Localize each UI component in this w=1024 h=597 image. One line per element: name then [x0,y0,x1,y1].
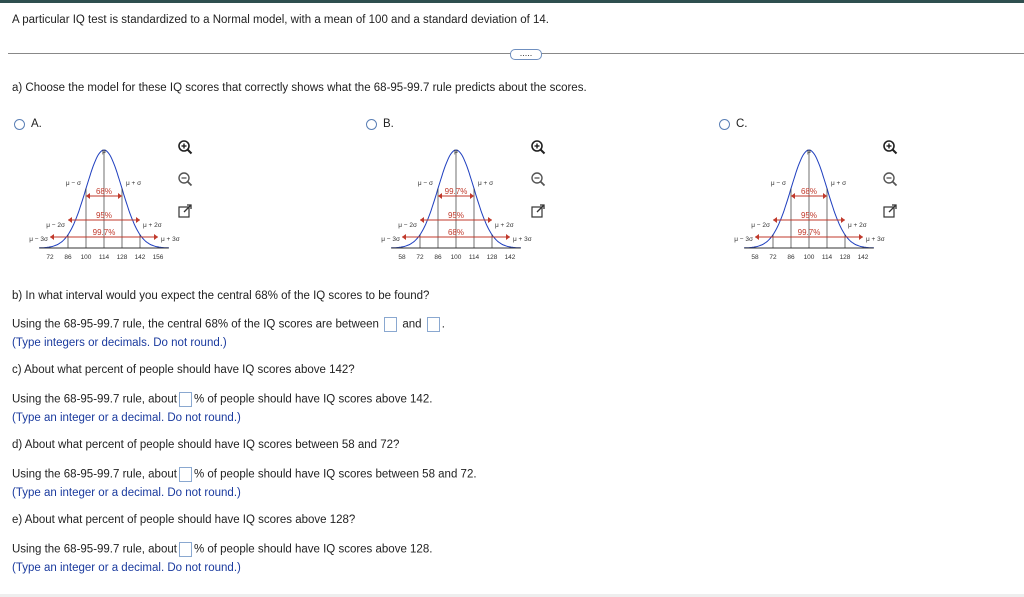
sigma-label: μ [454,148,458,155]
tick-label: 100 [80,254,92,261]
zoom-in-icon[interactable] [882,139,898,155]
arrowhead [470,193,474,199]
zoom-out-icon[interactable] [177,171,193,187]
open-external-icon[interactable] [882,203,898,219]
interval-percent-label: 68% [800,187,818,196]
part-d-sentence-start: Using the 68-95-99.7 rule, about [12,468,177,481]
zoom-in-icon[interactable] [177,139,193,155]
part-c-percent-input[interactable] [179,392,192,407]
interval-percent-label: 99.7% [797,228,821,237]
interval-percent-label: 95% [800,211,818,220]
zoom-in-icon[interactable] [530,139,546,155]
tick-label: 100 [803,254,815,261]
sigma-label: μ + 3σ [161,236,180,243]
tick-label: 114 [98,254,110,261]
interval-percent-label: 99.7% [92,228,116,237]
part-d-percent-input[interactable] [179,467,192,482]
zoom-out-icon[interactable] [530,171,546,187]
sigma-label: μ + 3σ [513,236,532,243]
sigma-label: μ − 2σ [751,222,770,229]
sigma-label: μ − σ [65,180,81,187]
sigma-label: μ + σ [126,180,142,187]
part-b-hint: (Type integers or decimals. Do not round.) [12,337,227,349]
option-a-label[interactable]: A. [31,118,42,130]
option-a-chart [28,138,188,268]
arrowhead [859,234,863,240]
part-e-sentence-end: % of people should have IQ scores above 128. [193,543,433,556]
tick-label: 128 [486,254,498,261]
part-d-hint: (Type an integer or a decimal. Do not round.) [12,487,241,499]
sigma-label: μ − 3σ [29,236,48,243]
part-d-sentence-end: % of people should have IQ scores between 58 and 72. [193,468,477,481]
tick-label: 100 [450,254,462,261]
arrowhead [402,234,406,240]
top-accent-bar [0,0,1024,3]
zoom-out-icon[interactable] [882,171,898,187]
option-b-chart [380,138,540,268]
part-d-sentence [12,467,477,482]
tick-label: 86 [434,254,442,261]
arrowhead [506,234,510,240]
arrowhead [420,217,424,223]
open-external-icon[interactable] [177,203,193,219]
arrowhead [118,193,122,199]
option-b-radio[interactable] [366,119,377,130]
tick-label: 142 [504,254,516,261]
tick-label: 114 [821,254,833,261]
sigma-label: μ + σ [478,180,494,187]
part-b-end: . [441,318,445,331]
sigma-label: μ − σ [770,180,786,187]
sigma-label: μ + 2σ [848,222,867,229]
sigma-label: μ − 3σ [381,236,400,243]
interval-percent-label: 68% [447,228,465,237]
tick-label: 58 [751,254,759,261]
part-b-and: and [402,318,422,331]
option-c-chart [733,138,893,268]
part-e-prompt: e) About what percent of people should have IQ scores above 128? [12,514,356,526]
arrowhead [50,234,54,240]
interval-percent-label: 95% [447,211,465,220]
tick-label: 114 [468,254,480,261]
sigma-label: μ + σ [831,180,847,187]
part-b-sentence [12,317,445,332]
more-button[interactable]: ..... [510,49,542,60]
sigma-label: μ [102,148,106,155]
sigma-label: μ + 2σ [143,222,162,229]
part-e-sentence [12,542,432,557]
part-c-sentence [12,392,432,407]
interval-percent-label: 95% [95,211,113,220]
tick-label: 72 [416,254,424,261]
sigma-label: μ − 2σ [398,222,417,229]
part-b-upper-input[interactable] [427,317,440,332]
part-c-prompt: c) About what percent of people should have IQ scores above 142? [12,364,355,376]
arrowhead [154,234,158,240]
part-a-prompt: a) Choose the model for these IQ scores that correctly shows what the 68-95-99.7 rule predicts about the scores. [12,82,587,94]
part-b-lower-input[interactable] [384,317,397,332]
interval-percent-label: 99.7% [444,187,468,196]
question-intro: A particular IQ test is standardized to a Normal model, with a mean of 100 and a standard deviation of 14. [12,14,549,26]
tick-label: 142 [134,254,146,261]
arrowhead [823,193,827,199]
tick-label: 86 [787,254,795,261]
sigma-label: μ − 2σ [46,222,65,229]
option-a-radio[interactable] [14,119,25,130]
tick-label: 58 [398,254,406,261]
tick-label: 86 [64,254,72,261]
part-e-percent-input[interactable] [179,542,192,557]
option-c-label[interactable]: C. [736,118,748,130]
option-c-radio[interactable] [719,119,730,130]
part-b-prompt: b) In what interval would you expect the central 68% of the IQ scores to be found? [12,290,430,302]
arrowhead [86,193,90,199]
tick-label: 128 [839,254,851,261]
part-c-sentence-end: % of people should have IQ scores above 142. [193,393,433,406]
part-e-hint: (Type an integer or a decimal. Do not round.) [12,562,241,574]
open-external-icon[interactable] [530,203,546,219]
sigma-label: μ − 3σ [734,236,753,243]
arrowhead [488,217,492,223]
arrowhead [773,217,777,223]
part-c-sentence-start: Using the 68-95-99.7 rule, about [12,393,177,406]
sigma-label: μ + 2σ [495,222,514,229]
arrowhead [438,193,442,199]
tick-label: 72 [46,254,54,261]
part-e-sentence-start: Using the 68-95-99.7 rule, about [12,543,177,556]
arrowhead [755,234,759,240]
arrowhead [136,217,140,223]
sigma-label: μ + 3σ [866,236,885,243]
arrowhead [841,217,845,223]
tick-label: 156 [152,254,164,261]
sigma-label: μ [807,148,811,155]
part-b-sentence-start: Using the 68-95-99.7 rule, the central 68% of the IQ scores are between [12,318,379,331]
part-c-hint: (Type an integer or a decimal. Do not round.) [12,412,241,424]
tick-label: 128 [116,254,128,261]
arrowhead [791,193,795,199]
option-b-label[interactable]: B. [383,118,394,130]
arrowhead [68,217,72,223]
sigma-label: μ − σ [417,180,433,187]
part-d-prompt: d) About what percent of people should have IQ scores between 58 and 72? [12,439,400,451]
tick-label: 72 [769,254,777,261]
tick-label: 142 [857,254,869,261]
interval-percent-label: 68% [95,187,113,196]
